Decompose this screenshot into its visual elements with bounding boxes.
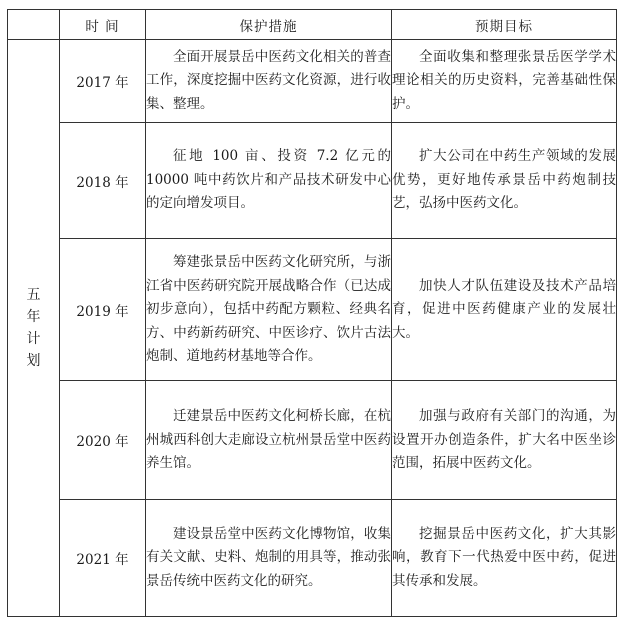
goals-cell (392, 381, 617, 500)
goals-cell (392, 500, 617, 617)
five-year-plan-table (7, 9, 617, 617)
goals-text: 全面收集和整理张景岳医学学术理论相关的历史资料，完善基础性保护。 (392, 48, 616, 112)
header-row (8, 10, 617, 40)
measures-text: 全面开展景岳中医药文化相关的普查工作，深度挖掘中医药文化资源，进行收集、整理。 (146, 48, 391, 112)
measures-cell (146, 500, 392, 617)
table-row (8, 381, 617, 500)
goals-text: 加快人才队伍建设及技术产品培育，促进中医药健康产业的发展壮大。 (392, 277, 616, 341)
header-time: 时 间 (60, 10, 146, 40)
goals-cell (392, 122, 617, 239)
goals-text: 加强与政府有关部门的沟通，为设置开办创造条件，扩大名中医坐诊范围，拓展中医药文化。 (392, 408, 616, 472)
goals-cell (392, 40, 617, 122)
table-row (8, 239, 617, 381)
side-label: 五年计划 (26, 287, 41, 370)
side-label-cell (8, 40, 60, 617)
table-row (8, 40, 617, 122)
header-goals: 预期目标 (392, 10, 617, 40)
measures-cell (146, 40, 392, 122)
goals-cell (392, 239, 617, 381)
table-row (8, 122, 617, 239)
goals-text: 扩大公司在中药生产领域的发展优势，更好地传承景岳中药炮制技艺，弘扬中医药文化。 (392, 148, 616, 212)
year-cell: 2019 年 (60, 239, 146, 381)
year-cell: 2018 年 (60, 122, 146, 239)
measures-text: 征地 100 亩、投资 7.2 亿元的 10000 吨中药饮片和产品技术研发中心的定向增发项目。 (146, 148, 391, 212)
measures-text: 筹建张景岳中医药文化研究所，与浙江省中医药研究院开展战略合作（已达成初步意向），包括中药配方颗粒、经典名方、中药新药研究、中医诊疗、饮片古法炮制、道地药材基地等合作。 (146, 254, 391, 365)
measures-cell (146, 381, 392, 500)
table-row (8, 500, 617, 617)
header-measures: 保护措施 (146, 10, 392, 40)
measures-text: 建设景岳堂中医药文化博物馆，收集有关文献、史料、炮制的用具等，推动张景岳传统中医药文化的研究。 (146, 525, 391, 589)
year-cell: 2020 年 (60, 381, 146, 500)
goals-text: 挖掘景岳中医药文化，扩大其影响，教育下一代热爱中医中药，促进其传承和发展。 (392, 525, 616, 589)
header-blank-cell (8, 10, 60, 40)
year-cell: 2021 年 (60, 500, 146, 617)
measures-cell (146, 239, 392, 381)
measures-text: 迁建景岳中医药文化柯桥长廊，在杭州城西科创大走廊设立杭州景岳堂中医药养生馆。 (146, 408, 391, 472)
measures-cell (146, 122, 392, 239)
year-cell: 2017 年 (60, 40, 146, 122)
